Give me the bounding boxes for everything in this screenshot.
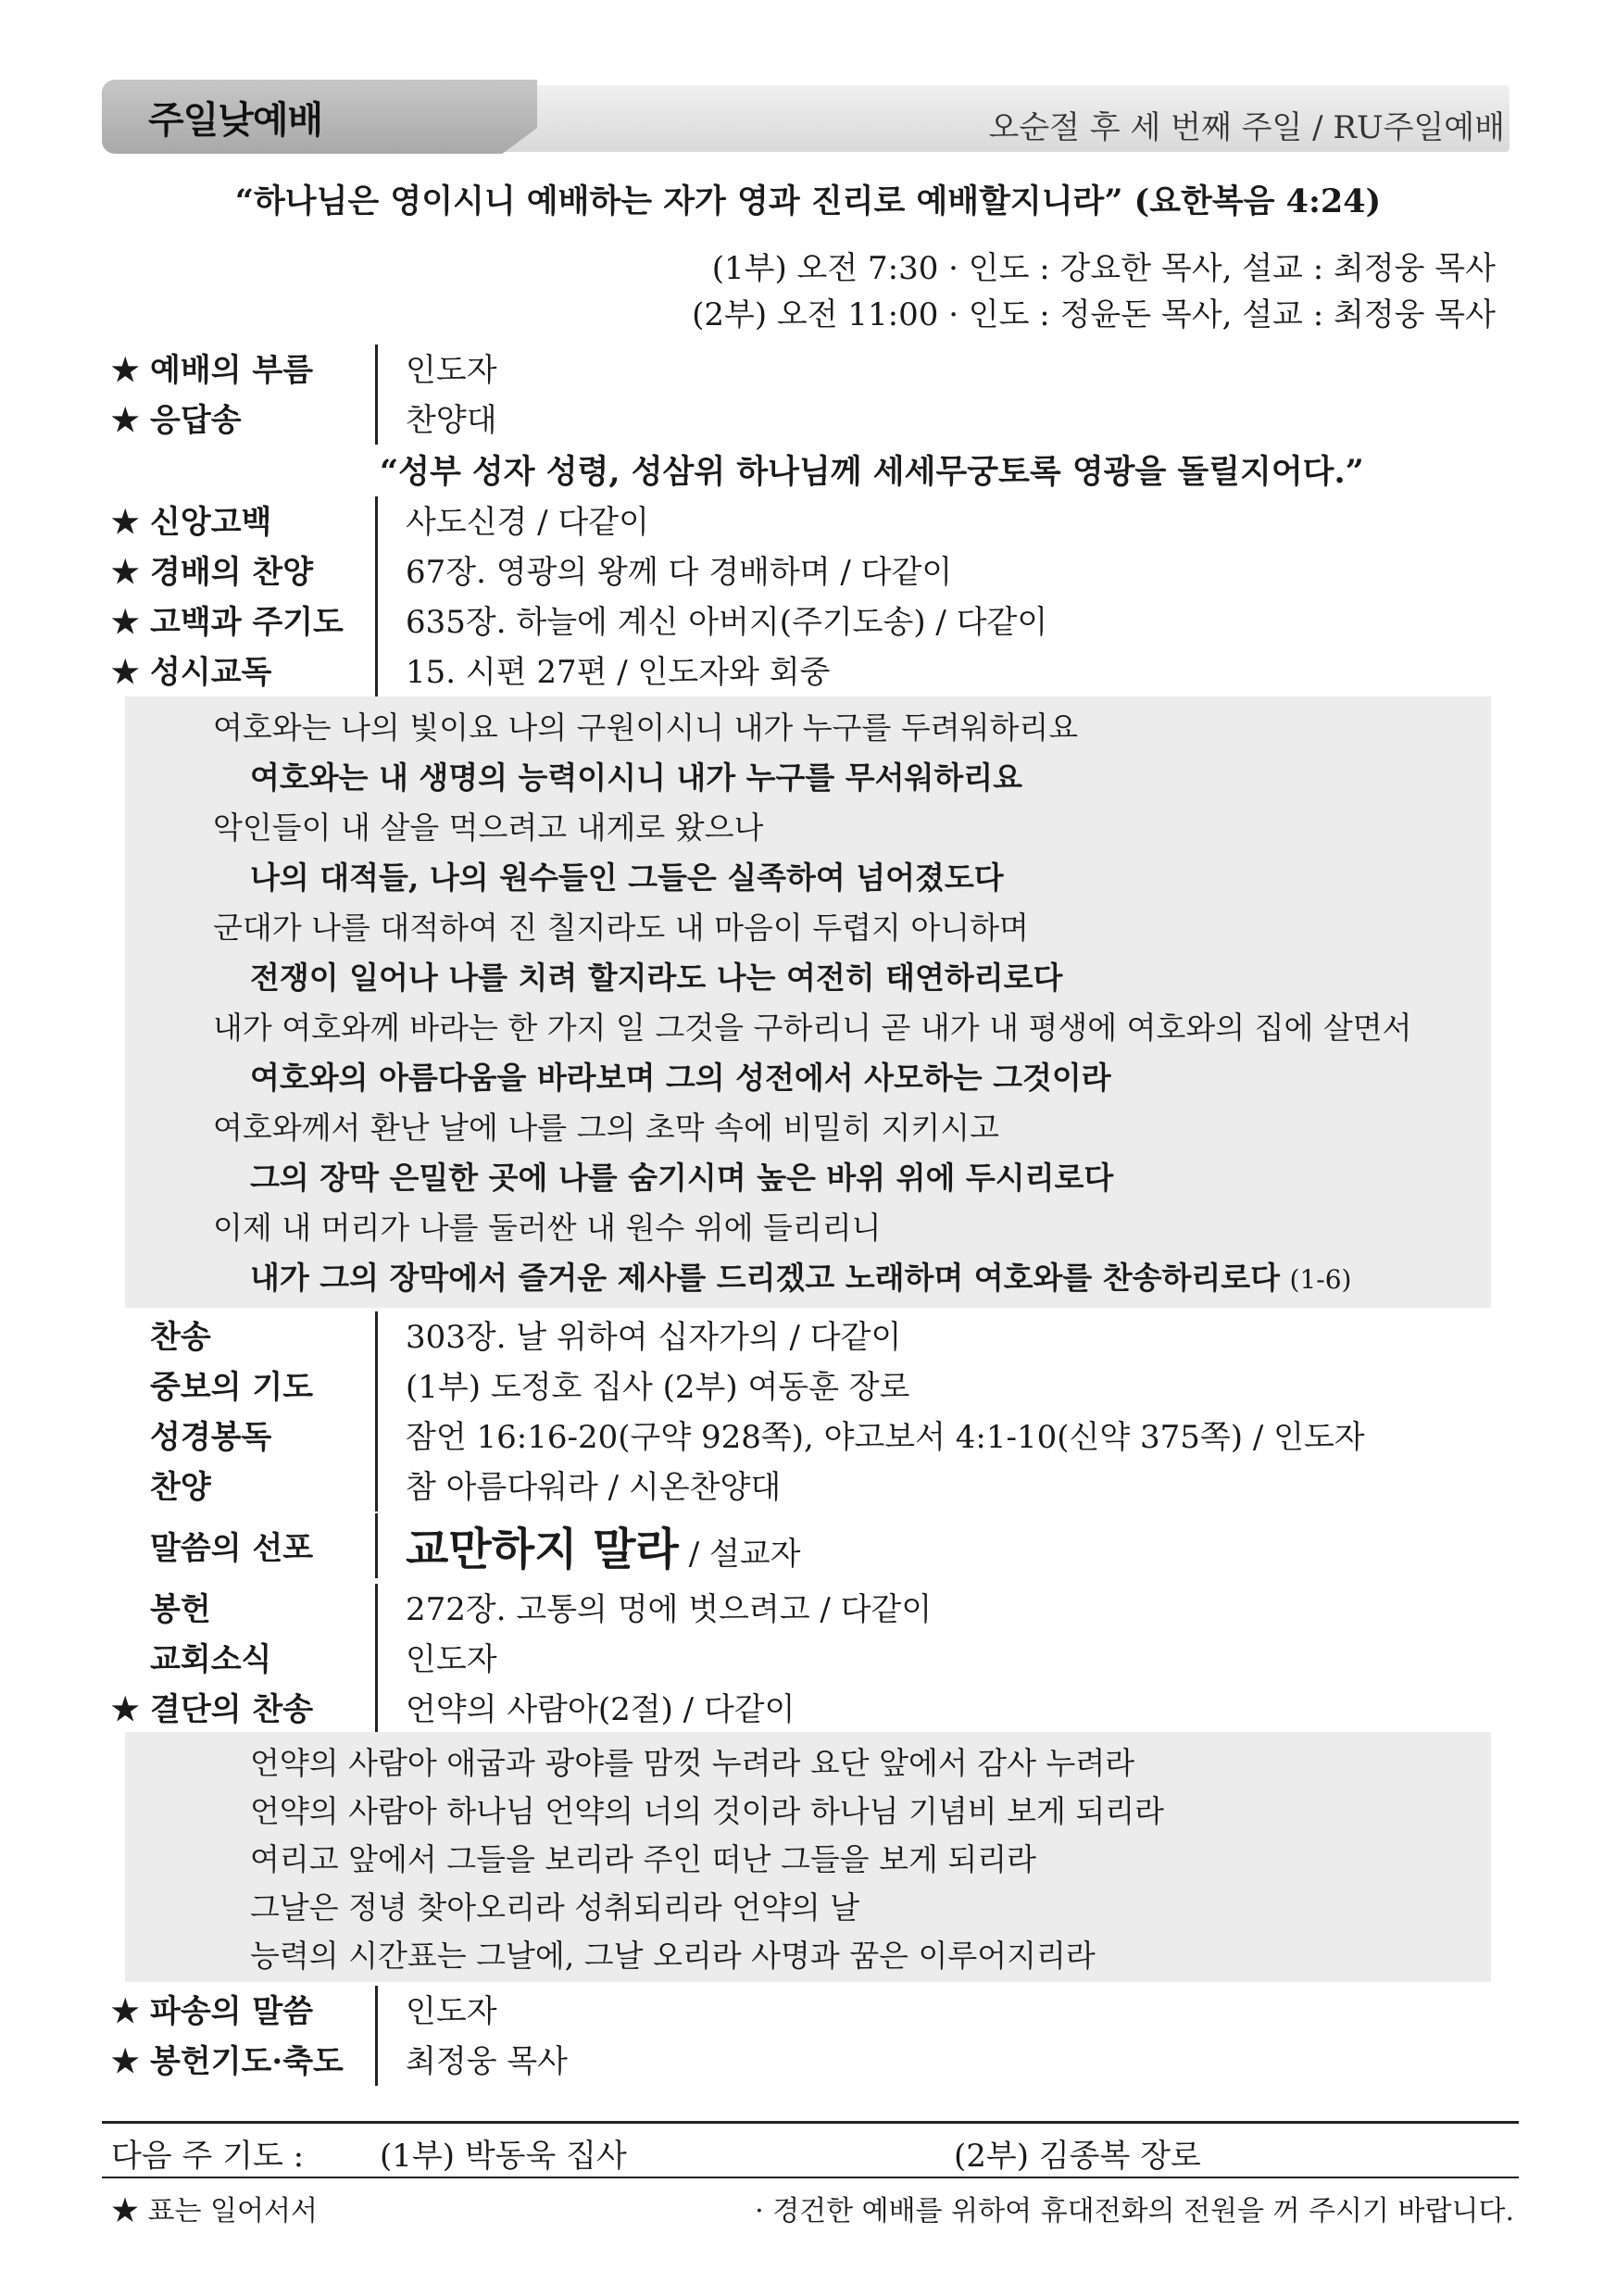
order-row [111, 2036, 1500, 2084]
sermon-by: / 설교자 [678, 1536, 801, 1573]
divider [375, 496, 378, 546]
divider [375, 1411, 378, 1462]
header-subtitle: 오순절 후 세 번째 주일 / RU주일예배 [988, 109, 1505, 146]
order-row [111, 1986, 1500, 2034]
order-label: 파송의 말씀 [150, 1993, 314, 2030]
psalm-line: 여호와의 아름다움을 바라보며 그의 성전에서 사모하는 그것이라 [250, 1060, 1111, 1096]
order-value: 사도신경 / 다같이 [406, 504, 649, 541]
order-value: 272장. 고통의 멍에 벗으려고 / 다같이 [406, 1591, 933, 1628]
order-row [111, 596, 1500, 645]
divider [375, 1986, 378, 2036]
psalm-line: 여호와는 내 생명의 능력이시니 내가 누구를 무서워하리요 [250, 759, 1023, 796]
divider [375, 646, 378, 696]
order-label: 성경봉독 [150, 1419, 272, 1456]
order-row [111, 1684, 1500, 1732]
sermon-label: 말씀의 선포 [150, 1530, 314, 1567]
order-row [111, 1411, 1500, 1460]
psalm-line: 이제 내 머리가 나를 둘러싼 내 원수 위에 들리리니 [213, 1210, 882, 1246]
star-icon: ★ [111, 504, 140, 541]
psalm-line: 여호와는 나의 빛이요 나의 구원이시니 내가 누구를 두려워하리요 [213, 709, 1079, 746]
order-label: 교회소식 [150, 1641, 272, 1678]
order-label: 결단의 찬송 [150, 1691, 314, 1728]
divider [375, 2036, 378, 2086]
psalm-line-text: 내가 그의 장막에서 즐거운 제사를 드리겠고 노래하며 여호와를 찬송하리로다 [250, 1260, 1281, 1296]
sermon-row [111, 1513, 1500, 1578]
order-row [111, 1584, 1500, 1632]
next-week-label: 다음 주 기도 : [111, 2138, 305, 2175]
order-row [111, 1462, 1500, 1510]
divider [375, 395, 378, 445]
divider [375, 1684, 378, 1734]
order-value: 인도자 [406, 1993, 497, 2030]
divider [375, 546, 378, 596]
star-icon: ★ [111, 654, 140, 691]
order-value: 15. 시편 27편 / 인도자와 회중 [406, 654, 831, 691]
hymn-line: 능력의 시간표는 그날에, 그날 오리라 사명과 꿈은 이루어지리라 [250, 1938, 1096, 1974]
order-value: 최정웅 목사 [406, 2043, 569, 2080]
order-value: 잠언 16:16-20(구약 928쪽), 야고보서 4:1-10(신약 375쪽) / 인도자 [406, 1419, 1365, 1456]
psalm-reference: (1-6) [1289, 1264, 1352, 1295]
doxology: “성부 성자 성령, 성삼위 하나님께 세세무궁토록 영광을 돌릴지어다.” [380, 453, 1364, 491]
next-week-second: (2부) 김종복 장로 [954, 2138, 1201, 2175]
section-label: 주일낮예배 [148, 99, 323, 142]
service-time-2: (2부) 오전 11:00 · 인도 : 정윤돈 목사, 설교 : 최정웅 목사 [692, 296, 1496, 333]
order-label: 찬송 [150, 1319, 211, 1356]
divider [375, 1634, 378, 1684]
divider [375, 1462, 378, 1512]
order-label: 응답송 [150, 402, 242, 439]
divider [375, 1584, 378, 1634]
order-value: 찬양대 [406, 402, 497, 439]
service-time-1: (1부) 오전 7:30 · 인도 : 강요한 목사, 설교 : 최정웅 목사 [711, 250, 1496, 287]
order-value: 언약의 사람아(2절) / 다같이 [406, 1691, 795, 1728]
theme-verse: “하나님은 영이시니 예배하는 자가 영과 진리로 예배할지니라” (요한복음 4:24) [234, 182, 1382, 220]
order-value: 인도자 [406, 352, 497, 389]
divider [375, 1311, 378, 1361]
order-row [111, 1361, 1500, 1410]
psalm-line: 나의 대적들, 나의 원수들인 그들은 실족하여 넘어졌도다 [250, 859, 1004, 896]
divider [375, 596, 378, 646]
order-label: 고백과 주기도 [150, 604, 344, 641]
star-icon: ★ [111, 604, 140, 641]
order-row [111, 1311, 1500, 1360]
star-icon: ★ [111, 352, 140, 389]
divider [375, 1361, 378, 1411]
order-value: 635장. 하늘에 계신 아버지(주기도송) / 다같이 [406, 604, 1048, 641]
divider [375, 345, 378, 395]
star-icon: ★ [111, 1993, 140, 2030]
order-label: 경배의 찬양 [150, 554, 314, 591]
order-row [111, 496, 1500, 545]
order-label: 예배의 부름 [150, 352, 314, 389]
next-week-first: (1부) 박동욱 집사 [380, 2138, 627, 2175]
order-row [111, 1634, 1500, 1682]
order-label: 성시교독 [150, 654, 272, 691]
order-value: 67장. 영광의 왕께 다 경배하며 / 다같이 [406, 554, 953, 591]
hymn-line: 여리고 앞에서 그들을 보리라 주인 떠난 그들을 보게 되리라 [250, 1841, 1036, 1877]
sermon-title: 교만하지 말라 [406, 1524, 679, 1575]
psalm-line: 내가 여호와께 바라는 한 가지 일 그것을 구하리니 곧 내가 내 평생에 여호와의 집에 살면서 [213, 1010, 1412, 1046]
star-icon: ★ [111, 2043, 140, 2080]
footer-rule-top [102, 2121, 1519, 2124]
star-icon: ★ [111, 1691, 140, 1728]
order-row [111, 546, 1500, 595]
order-row [111, 345, 1500, 393]
order-row [111, 646, 1500, 695]
order-value: 인도자 [406, 1641, 497, 1678]
order-value: (1부) 도정호 집사 (2부) 여동훈 장로 [406, 1369, 910, 1406]
divider [375, 1513, 378, 1578]
order-label: 찬양 [150, 1469, 211, 1506]
hymn-line: 언약의 사람아 애굽과 광야를 맘껏 누려라 요단 앞에서 감사 누려라 [250, 1745, 1135, 1781]
order-value: 참 아름다워라 / 시온찬양대 [406, 1469, 782, 1506]
psalm-line: 군대가 나를 대적하여 진 칠지라도 내 마음이 두렵지 아니하며 [213, 910, 1029, 946]
psalm-line: 전쟁이 일어나 나를 치려 할지라도 나는 여전히 태연하리로다 [250, 960, 1063, 996]
footer-rule-bottom [102, 2177, 1519, 2178]
order-label: 중보의 기도 [150, 1369, 314, 1406]
psalm-line [250, 1254, 1351, 1298]
order-row [111, 395, 1500, 443]
hymn-line: 그날은 정녕 찾아오리라 성취되리라 언약의 날 [250, 1889, 860, 1926]
standing-note: ★ 표는 일어서서 [111, 2195, 318, 2227]
phone-note: · 경건한 예배를 위하여 휴대전화의 전원을 꺼 주시기 바랍니다. [755, 2195, 1514, 2227]
order-label: 신앙고백 [150, 504, 272, 541]
psalm-line: 그의 장막 은밀한 곳에 나를 숨기시며 높은 바위 위에 두시리로다 [250, 1160, 1114, 1196]
hymn-line: 언약의 사람아 하나님 언약의 너의 것이라 하나님 기념비 보게 되리라 [250, 1793, 1164, 1829]
psalm-line: 악인들이 내 살을 먹으려고 내게로 왔으나 [213, 809, 764, 846]
star-icon: ★ [111, 554, 140, 591]
star-icon: ★ [111, 402, 140, 439]
order-value: 303장. 날 위하여 십자가의 / 다같이 [406, 1319, 902, 1356]
psalm-line: 여호와께서 환난 날에 나를 그의 초막 속에 비밀히 지키시고 [213, 1110, 999, 1146]
order-label: 봉헌기도·축도 [150, 2043, 344, 2080]
order-label: 봉헌 [150, 1591, 211, 1628]
